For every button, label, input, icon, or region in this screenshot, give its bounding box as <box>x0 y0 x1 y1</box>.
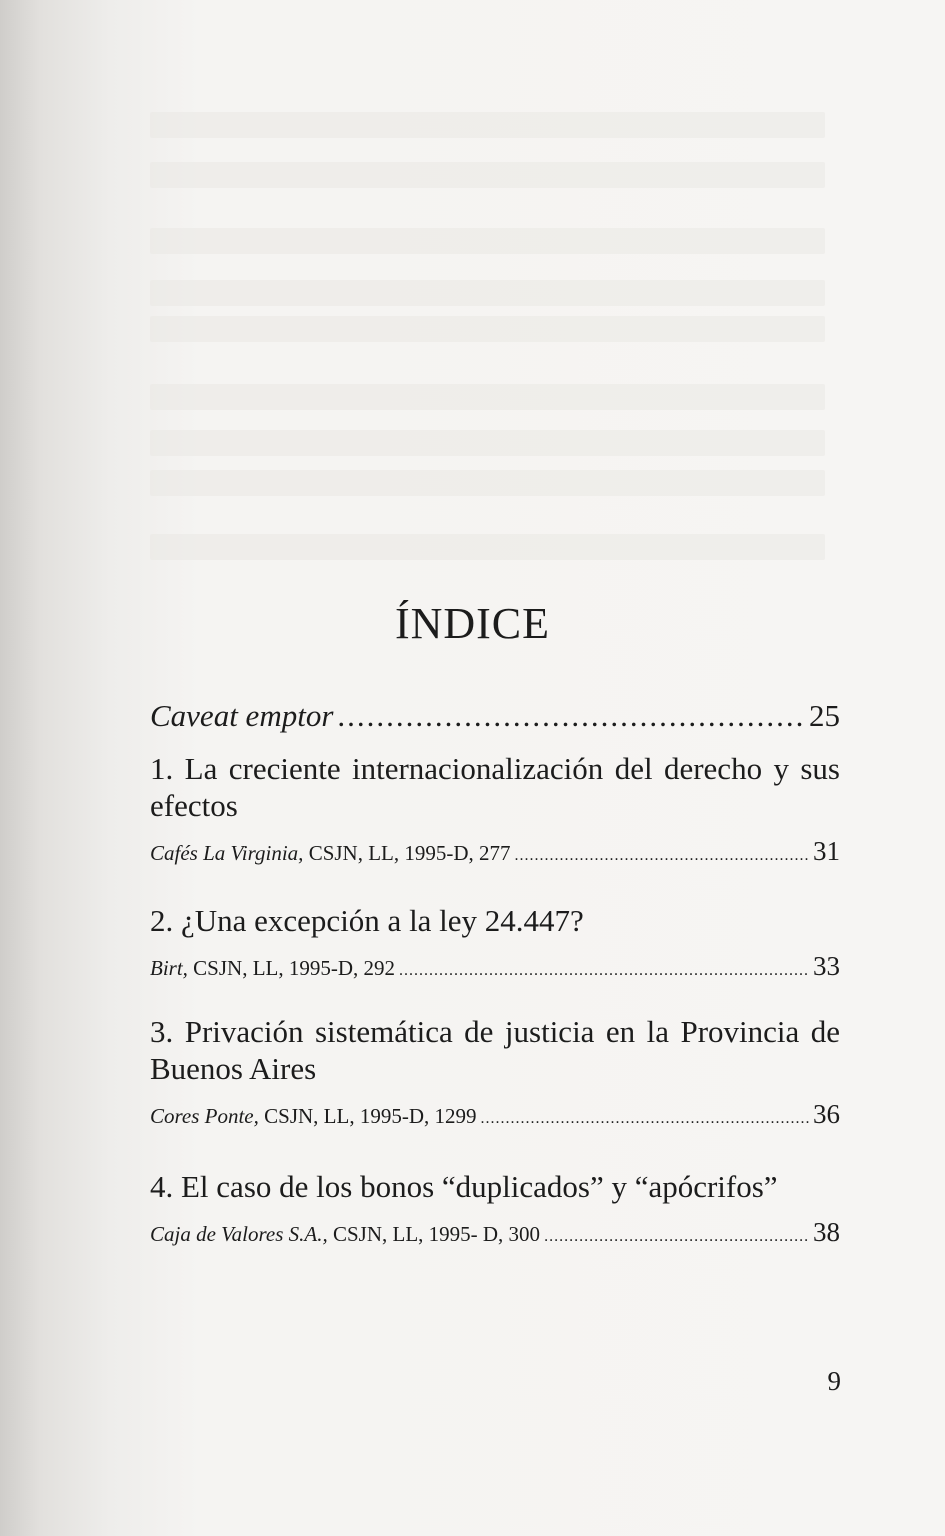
dot-leader <box>399 958 809 984</box>
dot-leader <box>337 697 805 734</box>
toc-entry[interactable] <box>150 750 840 869</box>
case-name: Caja de Valores S.A., <box>150 1222 328 1246</box>
citation: CSJN, LL, 1995-D, 1299 <box>264 1104 477 1128</box>
show-through <box>150 280 825 306</box>
show-through <box>150 112 825 138</box>
show-through <box>150 384 825 410</box>
toc-entry[interactable] <box>150 697 840 734</box>
show-through <box>150 534 825 560</box>
case-name: Cores Ponte, <box>150 1104 259 1128</box>
section-heading: 3. Privación sistemática de justicia en la Provincia de Buenos Aires <box>150 1014 840 1086</box>
page-number: 31 <box>813 836 840 866</box>
page-title: ÍNDICE <box>394 599 551 648</box>
citation: CSJN, LL, 1995- D, 300 <box>332 1222 541 1246</box>
show-through <box>150 316 825 342</box>
toc-entry[interactable] <box>150 1168 840 1250</box>
show-through <box>150 430 825 456</box>
section-heading: 1. La creciente internacionalización del derecho y sus efectos <box>150 751 840 823</box>
case-name: Cafés La Virginia, <box>150 841 304 865</box>
page-number: 33 <box>813 951 840 981</box>
page-number: 38 <box>813 1217 840 1247</box>
folio-page-number: 9 <box>827 1366 841 1396</box>
page-number: 36 <box>813 1099 840 1129</box>
citation: CSJN, LL, 1995-D, 277 <box>308 841 511 865</box>
entry-label: Caveat emptor <box>150 698 334 733</box>
toc-entry[interactable] <box>150 1013 840 1132</box>
dot-leader <box>515 843 809 869</box>
section-heading: 2. ¿Una excepción a la ley 24.447? <box>150 903 584 938</box>
dot-leader <box>480 1106 809 1132</box>
page-number: 25 <box>809 698 840 733</box>
citation: CSJN, LL, 1995-D, 292 <box>193 956 396 980</box>
section-heading: 4. El caso de los bonos “duplicados” y “apócrifos” <box>150 1169 778 1204</box>
show-through <box>150 470 825 496</box>
show-through <box>150 162 825 188</box>
show-through <box>150 228 825 254</box>
dot-leader <box>544 1224 809 1250</box>
toc-entry[interactable] <box>150 902 840 984</box>
case-name: Birt, <box>150 956 188 980</box>
